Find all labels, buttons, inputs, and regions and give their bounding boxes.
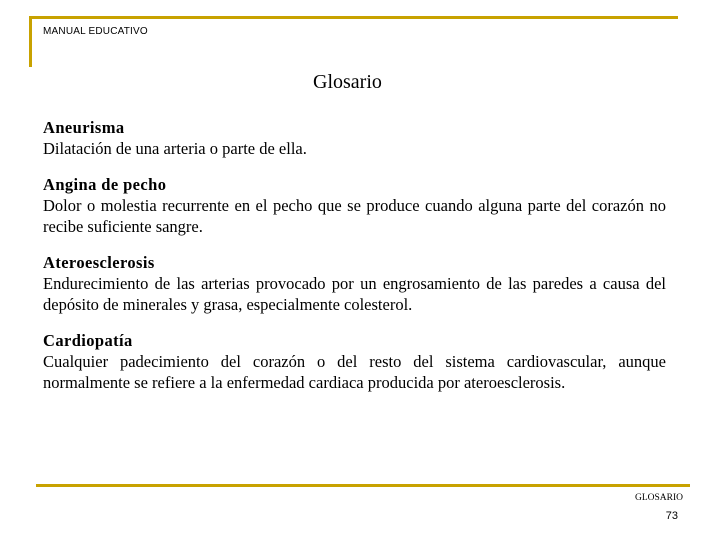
- header-rule: [30, 16, 678, 19]
- header-rule-vertical: [29, 16, 32, 67]
- page-number: 73: [665, 510, 678, 522]
- glossary-list: [43, 117, 666, 408]
- glossary-term: Angina de pecho: [43, 175, 167, 194]
- footer-label: GLOSARIO: [634, 493, 683, 503]
- glossary-entry: [43, 117, 666, 159]
- header-label: MANUAL EDUCATIVO: [43, 26, 148, 37]
- glossary-entry: [43, 174, 666, 237]
- glossary-term: Cardiopatía: [43, 331, 133, 350]
- glossary-definition: Dolor o molestia recurrente en el pecho que se produce cuando alguna parte del corazón no recibe suficiente sangre.: [43, 196, 666, 236]
- footer-rule: [36, 484, 690, 487]
- glossary-entry: [43, 330, 666, 393]
- glossary-definition: Cualquier padecimiento del corazón o del resto del sistema cardiovascular, aunque normalmente se refiere a la enfermedad cardiaca producida por ateroesclerosis.: [43, 352, 666, 392]
- page-title: Glosario: [313, 71, 382, 93]
- glossary-entry: [43, 252, 666, 315]
- glossary-definition: Dilatación de una arteria o parte de ella.: [43, 139, 307, 158]
- glossary-definition: Endurecimiento de las arterias provocado por un engrosamiento de las paredes a causa del depósito de minerales y grasa, especialmente colesterol.: [43, 274, 666, 314]
- glossary-term: Aneurisma: [43, 118, 125, 137]
- glossary-term: Ateroesclerosis: [43, 253, 155, 272]
